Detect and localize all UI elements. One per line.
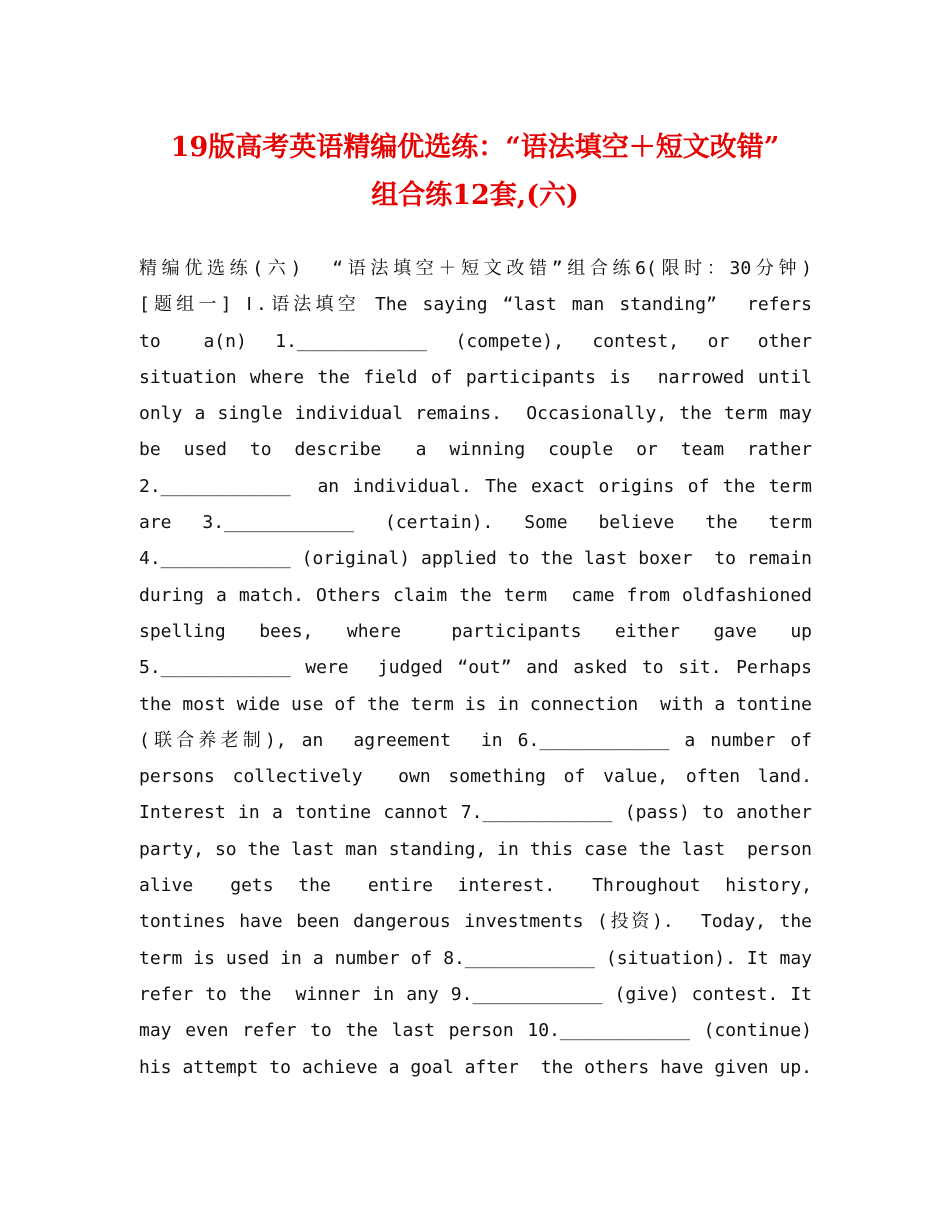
body-line: persons collectively own something of value, often land. bbox=[139, 766, 812, 788]
body-line: situation where the field of participants is narrowed until bbox=[139, 366, 812, 388]
body-line: during a match. Others claim the term came from oldfashioned bbox=[139, 584, 812, 606]
body-line: tontines have been dangerous investments (投资). Today, the bbox=[139, 911, 812, 933]
body-line: to a(n) 1.____________ (compete), contest, or other bbox=[139, 330, 812, 352]
body-line: 2.____________ an individual. The exact origins of the term bbox=[139, 475, 812, 497]
body-line: [题组一] Ⅰ.语法填空 The saying “last man standing” refers bbox=[139, 294, 812, 316]
body-line: party, so the last man standing, in this case the last person bbox=[139, 838, 812, 860]
body-line: only a single individual remains. Occasionally, the term may bbox=[139, 403, 812, 425]
body-line: 精编优选练(六) “语法填空＋短文改错”组合练6(限时：30分钟) bbox=[139, 258, 812, 279]
body-line: be used to describe a winning couple or team rather bbox=[139, 439, 812, 461]
body-line: refer to the winner in any 9.____________ (give) contest. It bbox=[139, 983, 812, 1005]
body-line: alive gets the entire interest. Throughout history, bbox=[139, 875, 812, 897]
body-line: may even refer to the last person 10.____________ (continue) bbox=[139, 1020, 812, 1042]
body-line: term is used in a number of 8.____________ (situation). It may bbox=[139, 947, 812, 969]
body-line: are 3.____________ (certain). Some believe the term bbox=[139, 512, 812, 534]
body-line: 5.____________ were judged “out” and asked to sit. Perhaps bbox=[139, 657, 812, 679]
body-line: spelling bees, where participants either gave up bbox=[139, 620, 812, 642]
document-title-line-2: 组合练12套,(六) bbox=[371, 180, 579, 211]
document-title-line-1: 19版高考英语精编优选练：“语法填空＋短文改错” bbox=[170, 132, 780, 163]
body-line: the most wide use of the term is in connection with a tontine bbox=[139, 693, 812, 715]
exercise-body bbox=[139, 251, 812, 1086]
body-line: (联合养老制), an agreement in 6.____________ a number of bbox=[139, 729, 812, 751]
body-line: 4.____________ (original) applied to the last boxer to remain bbox=[139, 548, 812, 570]
body-line: Interest in a tontine cannot 7.____________ (pass) to another bbox=[139, 802, 812, 824]
body-line: his attempt to achieve a goal after the others have given up. bbox=[139, 1056, 812, 1078]
